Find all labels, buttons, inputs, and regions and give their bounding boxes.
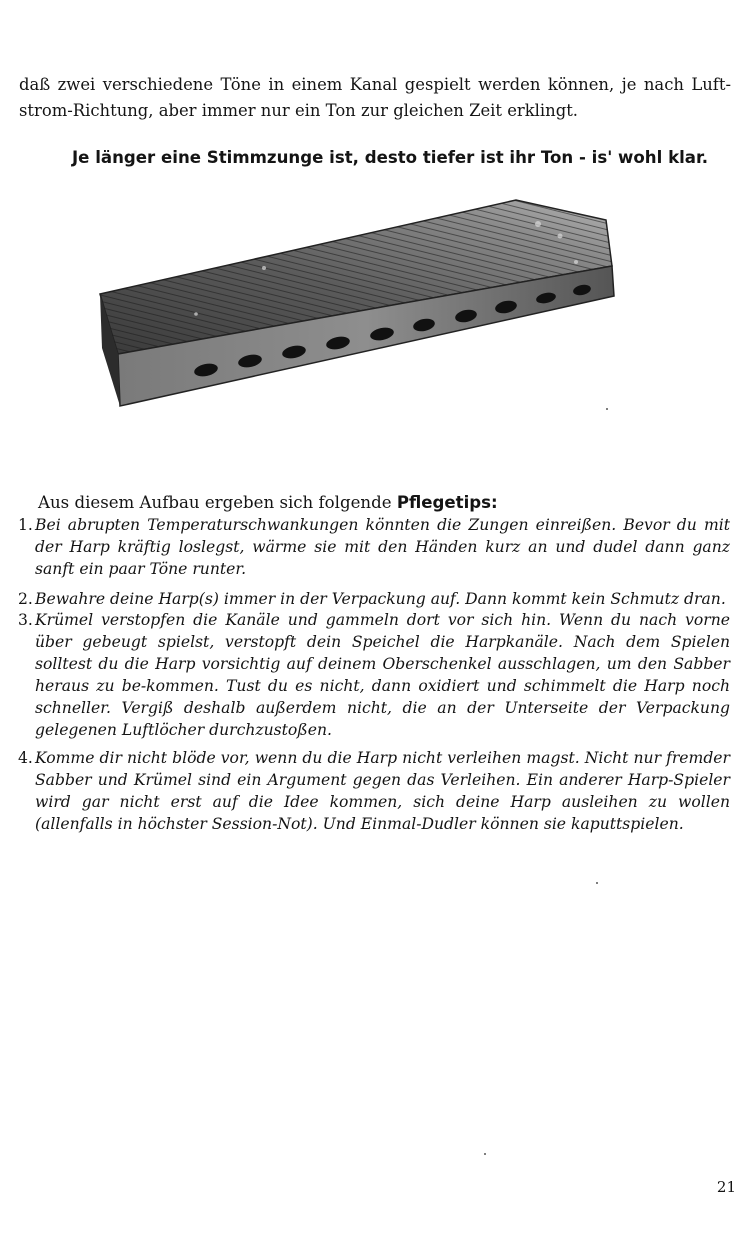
scan-speck [606, 408, 608, 410]
list-item [18, 747, 730, 835]
care-tips-list [18, 514, 730, 835]
scan-speck [596, 882, 598, 884]
list-item-number: 4. [18, 749, 33, 767]
list-item-number: 2. [18, 590, 33, 608]
list-item [18, 588, 730, 609]
list-item-number: 3. [18, 611, 33, 629]
page-number: 21 [716, 1178, 736, 1196]
list-item-text: Komme dir nicht blöde vor, wenn du die Harp nicht verleihen magst. Nicht nur fremder Sabber und Krümel sind ein Argument gegen das Verleihen. Ein anderer Harp-Spieler wird gar nicht erst auf die Idee kommen, sich deine Harp ausleihen zu wollen (allenfalls in höchster Session-Not). Und Einmal-Dudler können sie kaputtspielen. [35, 749, 730, 833]
list-item-number: 1. [18, 516, 33, 534]
list-item [18, 514, 730, 588]
tips-heading-emphasis: Pflegetips: [396, 493, 498, 512]
list-item-text: Krümel verstopfen die Kanäle und gammeln dort vor sich hin. Wenn du nach vorne über gebeugt spielst, verstopft dein Speichel die Harpkanäle. Nach dem Spielen solltest du die Harp vorsichtig auf deinem Oberschenkel ausschlagen, um den Sabber heraus zu be-kommen. Tust du es nicht, dann oxidiert und schimmelt die Harp noch schneller. Vergiß deshalb außerdem nicht, die an der Unterseite der Verpackung gelegenen Luftlöcher durchzustoßen. [35, 611, 730, 739]
list-item [18, 609, 730, 747]
harmonica-photo [98, 196, 638, 426]
scan-speck [484, 1153, 486, 1155]
list-item-text: Bewahre deine Harp(s) immer in der Verpackung auf. Dann kommt kein Schmutz dran. [35, 590, 726, 608]
headline: Je länger eine Stimmzunge ist, desto tiefer ist ihr Ton - is' wohl klar. [72, 148, 709, 167]
tips-heading [38, 490, 678, 516]
tips-heading-lead: Aus diesem Aufbau ergeben sich folgende [38, 493, 397, 512]
list-item-text: Bei abrupten Temperaturschwankungen könnten die Zungen einreißen. Bevor du mit der Harp kräftig loslegst, wärme sie mit den Händen kurz an und dudel dann ganz sanft ein paar Töne runter. [35, 516, 730, 578]
intro-paragraph: daß zwei verschiedene Töne in einem Kanal gespielt werden können, je nach Luft-strom-Richtung, aber immer nur ein Ton zur gleichen Zeit erklingt. [19, 75, 731, 120]
